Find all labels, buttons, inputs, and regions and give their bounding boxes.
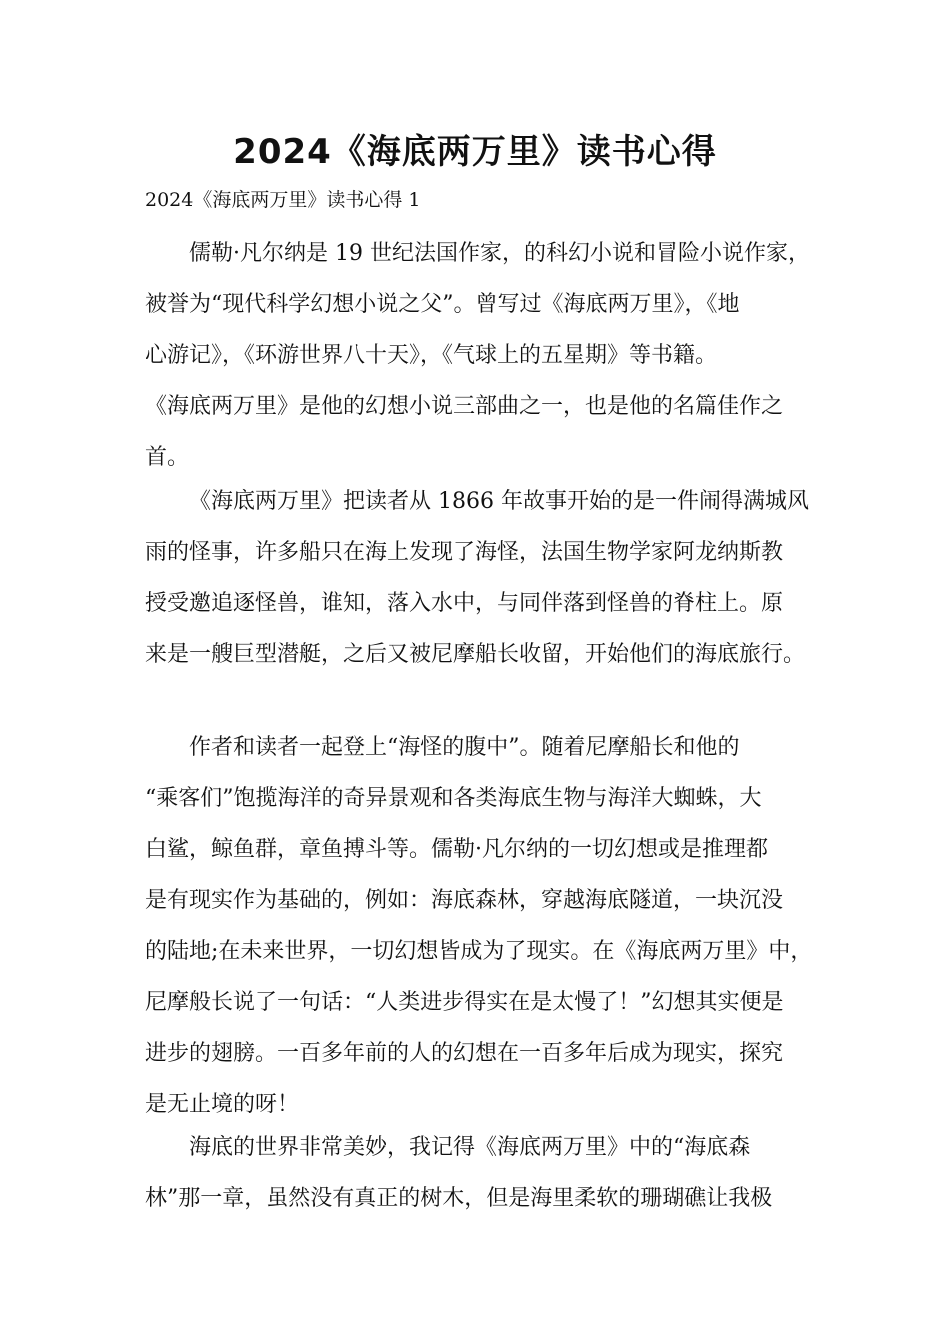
paragraph-line: 是有现实作为基础的，例如：海底森林，穿越海底隧道，一块沉没 — [145, 888, 784, 913]
paragraph-1 — [145, 228, 825, 483]
paragraph-line: 是无止境的呀！ — [145, 1092, 300, 1117]
paragraph-line: 林”那一章，虽然没有真正的树木，但是海里柔软的珊瑚礁让我极 — [145, 1186, 773, 1211]
paragraph-line: “乘客们”饱揽海洋的奇异景观和各类海底生物与海洋大蜘蛛，大 — [145, 786, 762, 811]
paragraph-line: 来是一艘巨型潜艇，之后又被尼摩船长收留，开始他们的海底旅行。 — [145, 642, 806, 667]
section-heading: 2024《海底两万里》读书心得 1 — [145, 189, 421, 211]
paragraph-2 — [145, 476, 825, 680]
paragraph-4 — [145, 1122, 825, 1224]
paragraph-3 — [145, 722, 825, 1130]
paragraph-line: 被誉为“现代科学幻想小说之父”。曾写过《海底两万里》，《地 — [145, 292, 740, 317]
paragraph-line: 心游记》，《环游世界八十天》，《气球上的五星期》等书籍。 — [145, 343, 718, 368]
document-title: 2024《海底两万里》读书心得 — [233, 132, 717, 172]
paragraph-line: 作者和读者一起登上“海怪的腹中”。随着尼摩船长和他的 — [189, 735, 740, 760]
paragraph-line: 的陆地;在未来世界，一切幻想皆成为了现实。在《海底两万里》中， — [145, 939, 813, 964]
paragraph-line: 《海底两万里》把读者从 1866 年故事开始的是一件闹得满城风 — [189, 489, 809, 514]
paragraph-line: 海底的世界非常美妙，我记得《海底两万里》中的“海底森 — [189, 1135, 751, 1160]
paragraph-line: 儒勒·凡尔纳是 19 世纪法国作家，的科幻小说和冒险小说作家， — [189, 241, 810, 266]
paragraph-line: 进步的翅膀。一百多年前的人的幻想在一百多年后成为现实，探究 — [145, 1041, 784, 1066]
paragraph-line: 尼摩般长说了一句话：“人类进步得实在是太慢了！”幻想其实便是 — [145, 990, 784, 1015]
paragraph-line: 白鲨，鲸鱼群，章鱼搏斗等。儒勒·凡尔纳的一切幻想或是推理都 — [145, 837, 768, 862]
paragraph-line: 《海底两万里》是他的幻想小说三部曲之一，也是他的名篇佳作之 — [145, 394, 784, 419]
paragraph-line: 雨的怪事，许多船只在海上发现了海怪，法国生物学家阿龙纳斯教 — [145, 540, 784, 565]
paragraph-line: 首。 — [145, 445, 190, 470]
paragraph-line: 授受邀追逐怪兽，谁知，落入水中，与同伴落到怪兽的脊柱上。原 — [145, 591, 784, 616]
